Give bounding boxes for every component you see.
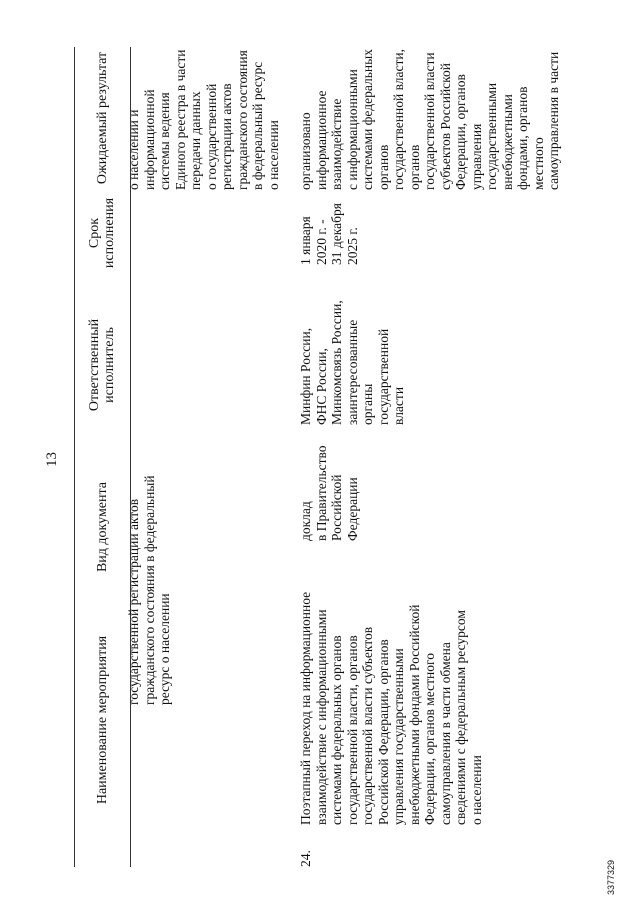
row-24-name-cell: Поэтапный переход на информационное взаимодействие с информационными системами федеральных органов государственной власти, органов государственной власти субъектов Российской Федерации, органов управления государственными внебюджетными фондами Российской Федерации, органов местного самоуправления в части обмена сведениями с федеральным ресурсом о населении xyxy=(298,591,484,825)
row-24-executor-cell: Минфин России, ФНС России, Минкомсвязь России, заинтересованные органы государственной власти xyxy=(298,300,406,425)
column-header-result: Ожидаемый результат xyxy=(94,51,110,185)
row-24-number: 24. xyxy=(298,850,313,867)
continuation-result-cell: о населении и информационной системы ведения Единого реестра в части передачи данных о государственной регистрации актов гражданского состояния в федеральный ресурс о населении xyxy=(126,49,281,190)
row-24-doc-type-cell: доклад в Правительство Российской Федерации xyxy=(298,445,360,541)
column-header-executor: Ответственный исполнитель xyxy=(87,318,117,412)
row-24-result-cell: организовано информационное взаимодействие с информационными системами федеральных органов государственной власти, органов государственной власти субъектов Российской Федерации, органов управления государственными внебюджетными фондами, органов местного самоуправления в части xyxy=(298,48,561,190)
column-header-name: Наименование мероприятия xyxy=(94,635,110,805)
page-number: 13 xyxy=(44,452,60,467)
row-24-deadline-cell: 1 января 2020 г. - 31 декабря 2025 г. xyxy=(298,203,360,265)
continuation-name-cell: государственной регистрации актов гражданского состояния в федеральный ресурс о населении xyxy=(126,475,172,705)
column-header-doc-type: Вид документа xyxy=(94,481,110,573)
document-id: 3377329 xyxy=(606,859,616,895)
column-header-deadline: Срок исполнения xyxy=(87,197,117,269)
